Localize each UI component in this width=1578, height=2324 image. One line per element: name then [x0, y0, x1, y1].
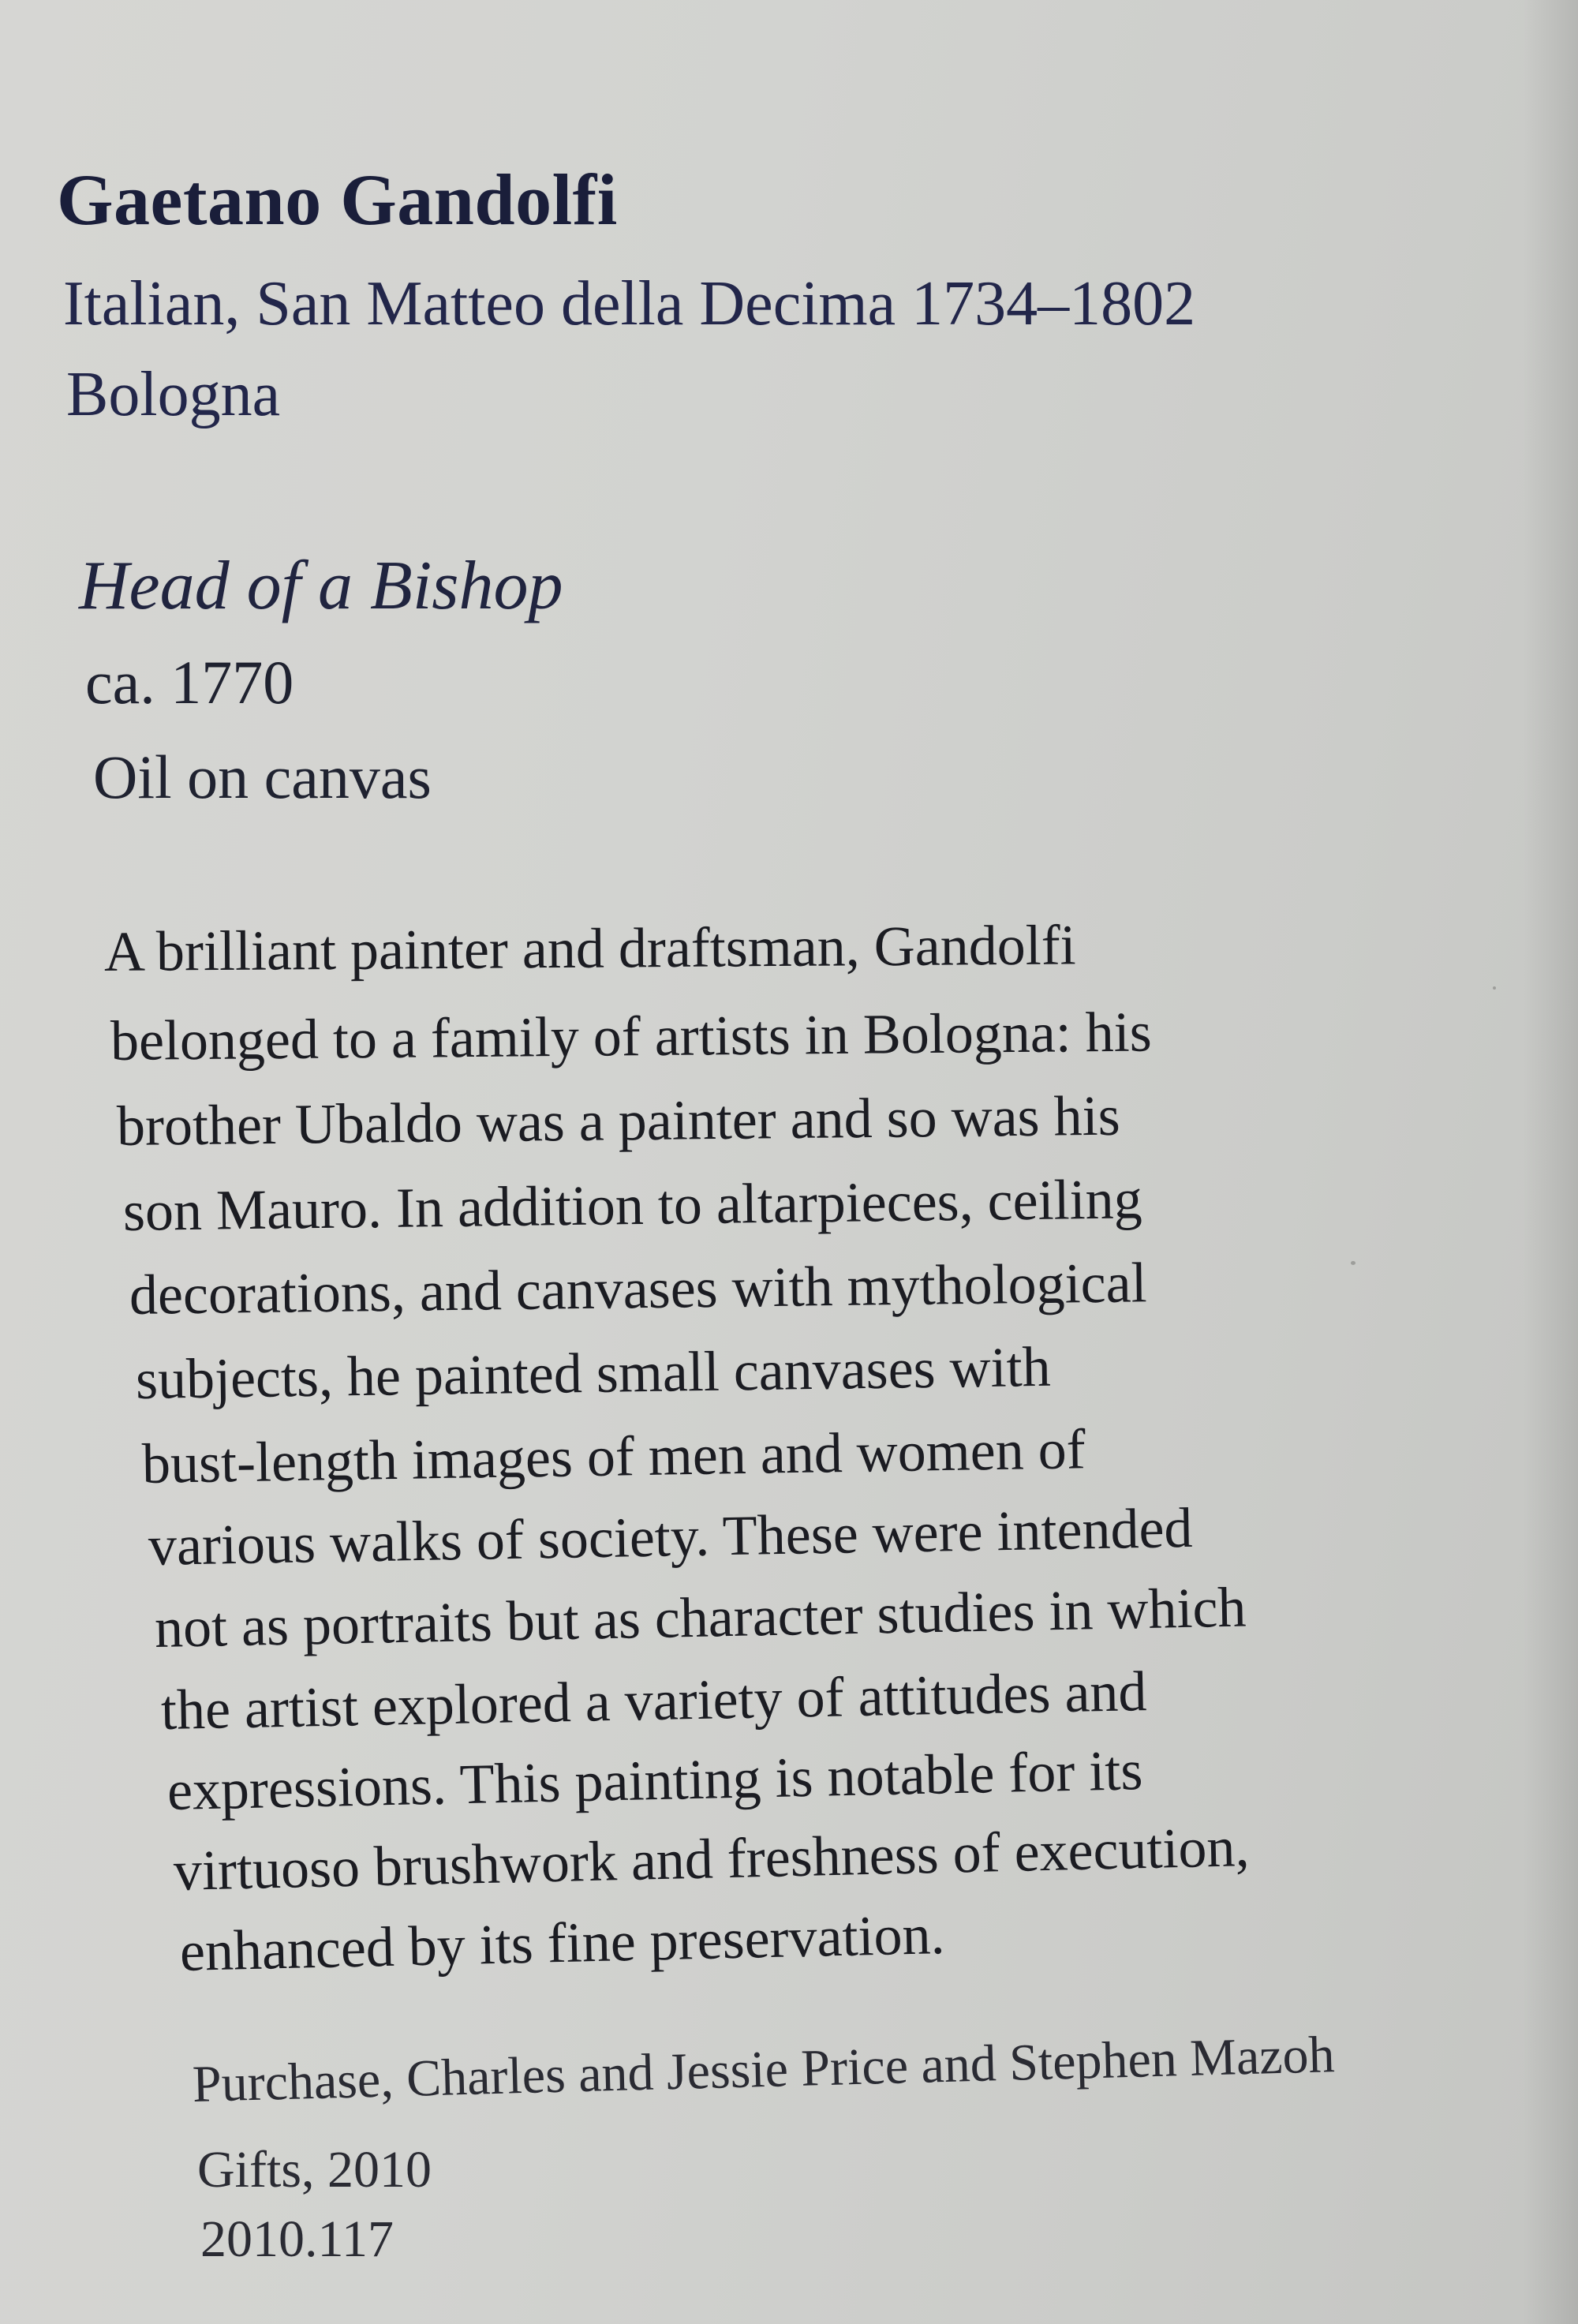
description-line: enhanced by its fine preservation. — [179, 1903, 946, 1983]
artwork-medium: Oil on canvas — [93, 743, 432, 811]
dust-speck — [1493, 986, 1496, 990]
artwork-title: Head of a Bishop — [79, 548, 563, 624]
credit-line: Purchase, Charles and Jessie Price and Stephen Mazoh — [192, 2026, 1336, 2113]
credit-line: Gifts, 2010 — [197, 2141, 432, 2199]
label-edge-shadow — [1523, 0, 1578, 2324]
description-line: expressions. This painting is notable for its — [166, 1738, 1144, 1822]
description-line: A brilliant painter and draftsman, Gandolfi — [103, 913, 1076, 983]
artist-bio-line: Bologna — [66, 360, 281, 429]
description-line: subjects, he painted small canvases with — [135, 1334, 1052, 1411]
description-line: son Mauro. In addition to altarpieces, ceiling — [122, 1167, 1143, 1243]
description-line: bust-length images of men and women of — [141, 1417, 1086, 1495]
accession-number: 2010.117 — [200, 2210, 394, 2268]
artist-name: Gaetano Gandolfi — [57, 159, 618, 240]
description-line: not as portraits but as character studies in which — [154, 1575, 1247, 1660]
description-line: the artist explored a variety of attitudes and — [160, 1660, 1148, 1742]
description-line: belonged to a family of artists in Bologna: his — [110, 1000, 1153, 1072]
artwork-date: ca. 1770 — [85, 648, 294, 717]
description-line: virtuoso brushwork and freshness of execution, — [173, 1815, 1251, 1903]
dust-speck — [1351, 1261, 1356, 1265]
description-line: decorations, and canvases with mythological — [129, 1251, 1148, 1327]
artist-bio-line: Italian, San Matteo della Decima 1734–1802 — [63, 269, 1196, 339]
description-line: brother Ubaldo was a painter and so was his — [116, 1083, 1121, 1158]
description-line: various walks of society. These were intended — [148, 1495, 1194, 1577]
